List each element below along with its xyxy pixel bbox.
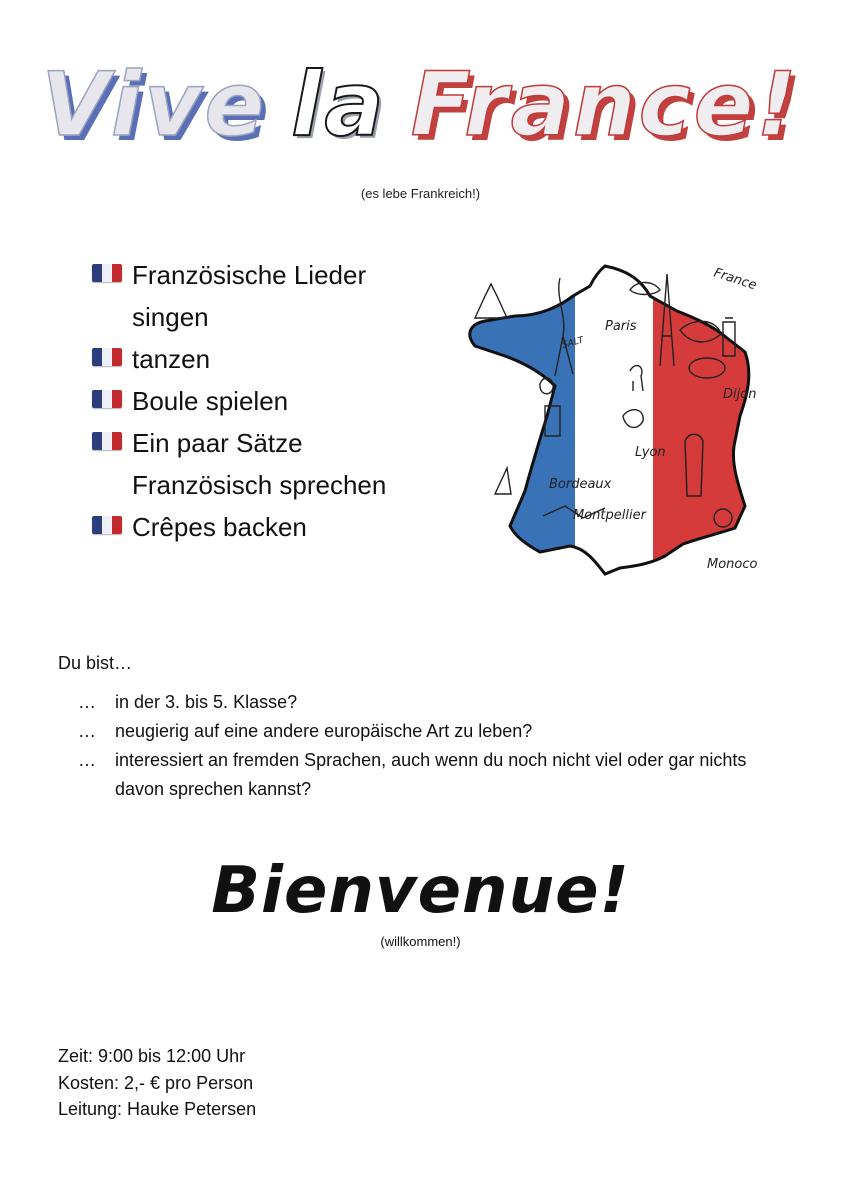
french-flag-icon [92,348,122,366]
map-label-monoco: Monoco [707,557,758,572]
map-label-france: France [711,265,759,294]
french-flag-icon [92,432,122,450]
map-label-lyon: Lyon [635,445,666,460]
welcome-heading: Bienvenue! [211,854,630,928]
french-flag-icon [92,264,122,282]
activity-item [92,422,432,506]
page-title [0,40,841,170]
question-item [78,717,798,746]
activity-item [92,254,432,338]
title-word-france: France! [410,53,800,156]
map-label-bordeaux: Bordeaux [549,477,612,492]
map-white-band [575,256,653,582]
question-text: in der 3. bis 5. Klasse? [115,692,298,712]
question-text: interessiert an fremden Sprachen, auch wenn du noch nicht viel oder gar nichts davon sprechen kannst? [115,750,747,799]
question-text: neugierig auf eine andere europäische Art zu leben? [115,721,533,741]
question-item [78,688,798,717]
map-label-dijon: Dijon [723,387,757,402]
activity-text: Französische Lieder singen [132,260,367,332]
sailboat-icon [495,468,511,494]
activity-text: Ein paar Sätze Französisch sprechen [132,428,387,500]
map-label-salt: SALT [561,335,585,351]
title-word-la: la [291,53,387,156]
info-cost: Kosten: 2,- € pro Person [58,1072,254,1093]
activity-text: Boule spielen [132,386,289,416]
title-word-vive: Vive [41,53,268,156]
ellipsis-marker: … [78,692,96,712]
activity-item [92,506,432,548]
info-time: Zeit: 9:00 bis 12:00 Uhr [58,1046,246,1066]
question-item [78,746,798,804]
intro-text: Du bist… [58,653,133,673]
activity-item [92,380,432,422]
mont-saint-michel-icon [475,284,507,318]
ellipsis-marker: … [78,721,96,741]
map-label-paris: Paris [605,319,637,334]
activity-item [92,338,432,380]
info-lead: Leitung: Hauke Petersen [58,1099,257,1119]
ellipsis-marker: … [78,750,96,770]
question-list [78,688,798,804]
welcome-subtitle: (willkommen!) [380,934,461,949]
french-flag-icon [92,516,122,534]
france-map-illustration [455,256,775,582]
activity-text: tanzen [132,344,211,374]
activity-list [92,254,432,548]
map-label-montpellier: Montpellier [573,508,646,523]
page-subtitle: (es lebe Frankreich!) [360,186,481,201]
activity-text: Crêpes backen [132,512,307,542]
event-info [58,1043,256,1123]
french-flag-icon [92,390,122,408]
